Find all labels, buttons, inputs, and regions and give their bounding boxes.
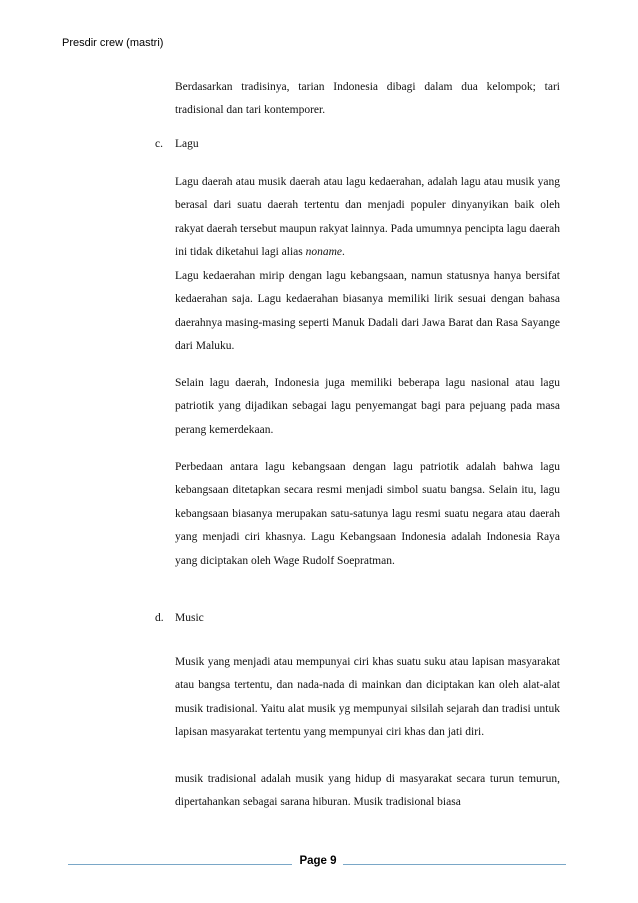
section-letter-c: c.: [155, 138, 163, 150]
paragraph-musik-tradisional-2: musik tradisional adalah musik yang hidup di masyarakat secara turun temurun, dipertahankan sebagai sarana hiburan. Musik tradisional biasa: [175, 773, 560, 809]
paragraph-musik-tradisional: Musik yang menjadi atau mempunyai ciri khas suatu suku atau lapisan masyarakat atau bangsa tertentu, dan nada-nada di mainkan dan diciptakan kan oleh alat-alat musik tradisional. Yaitu alat musik yg mempunyai silsilah sejarah dan tradisi untuk lapisan masyarakat tertentu yang mempunyai ciri khas dan jati diri.: [175, 656, 560, 739]
section-title-music: Music: [175, 612, 204, 624]
section-title-lagu: Lagu: [175, 138, 199, 150]
footer-divider-left: [68, 864, 292, 865]
section-heading-lagu: [155, 133, 199, 156]
paragraph-lagu-daerah-text: Lagu daerah atau musik daerah atau lagu kedaerahan, adalah lagu atau musik yang berasal dari suatu daerah tertentu dan menjadi populer dinyanyikan baik oleh rakyat daerah tersebut maupun rakyat lainnya. Pada umumnya pencipta lagu daerah ini tidak diketahui lagi alias: [175, 176, 560, 259]
section-heading-music: [155, 607, 204, 630]
page-number: Page 9: [299, 855, 337, 867]
paragraph-lagu-kedaerahan: Lagu kedaerahan mirip dengan lagu kebangsaan, namun statusnya hanya bersifat kedaerahan saja. Lagu kedaerahan biasanya memiliki lirik sesuai dengan bahasa daerahnya masing-masing seperti Manuk Dadali dari Jawa Barat dan Rasa Sayange dari Maluku.: [175, 270, 560, 353]
paragraph-intro: Berdasarkan tradisinya, tarian Indonesia dibagi dalam dua kelompok; tari tradisional dan tari kontemporer.: [175, 81, 560, 117]
paragraph-lagu-daerah: [175, 171, 560, 265]
section-letter-d: d.: [155, 612, 164, 624]
paragraph-lagu-kebangsaan: Perbedaan antara lagu kebangsaan dengan lagu patriotik adalah bahwa lagu kebangsaan ditetapkan secara resmi menjadi simbol suatu bangsa. Selain itu, lagu kebangsaan biasanya merupakan satu-satunya lagu resmi suatu negara atau daerah yang menjadi ciri khasnya. Lagu Kebangsaan Indonesia adalah Indonesia Raya yang diciptakan oleh Wage Rudolf Soepratman.: [175, 461, 560, 567]
paragraph-lagu-nasional: Selain lagu daerah, Indonesia juga memiliki beberapa lagu nasional atau lagu patriotik yang dijadikan sebagai lagu penyemangat bagi para pejuang pada masa perang kemerdekaan.: [175, 377, 560, 436]
paragraph-lagu-daerah-end: .: [342, 246, 345, 259]
running-header: Presdir crew (mastri): [62, 37, 164, 49]
noname-term: noname: [305, 246, 343, 259]
footer-divider-right: [343, 864, 566, 865]
